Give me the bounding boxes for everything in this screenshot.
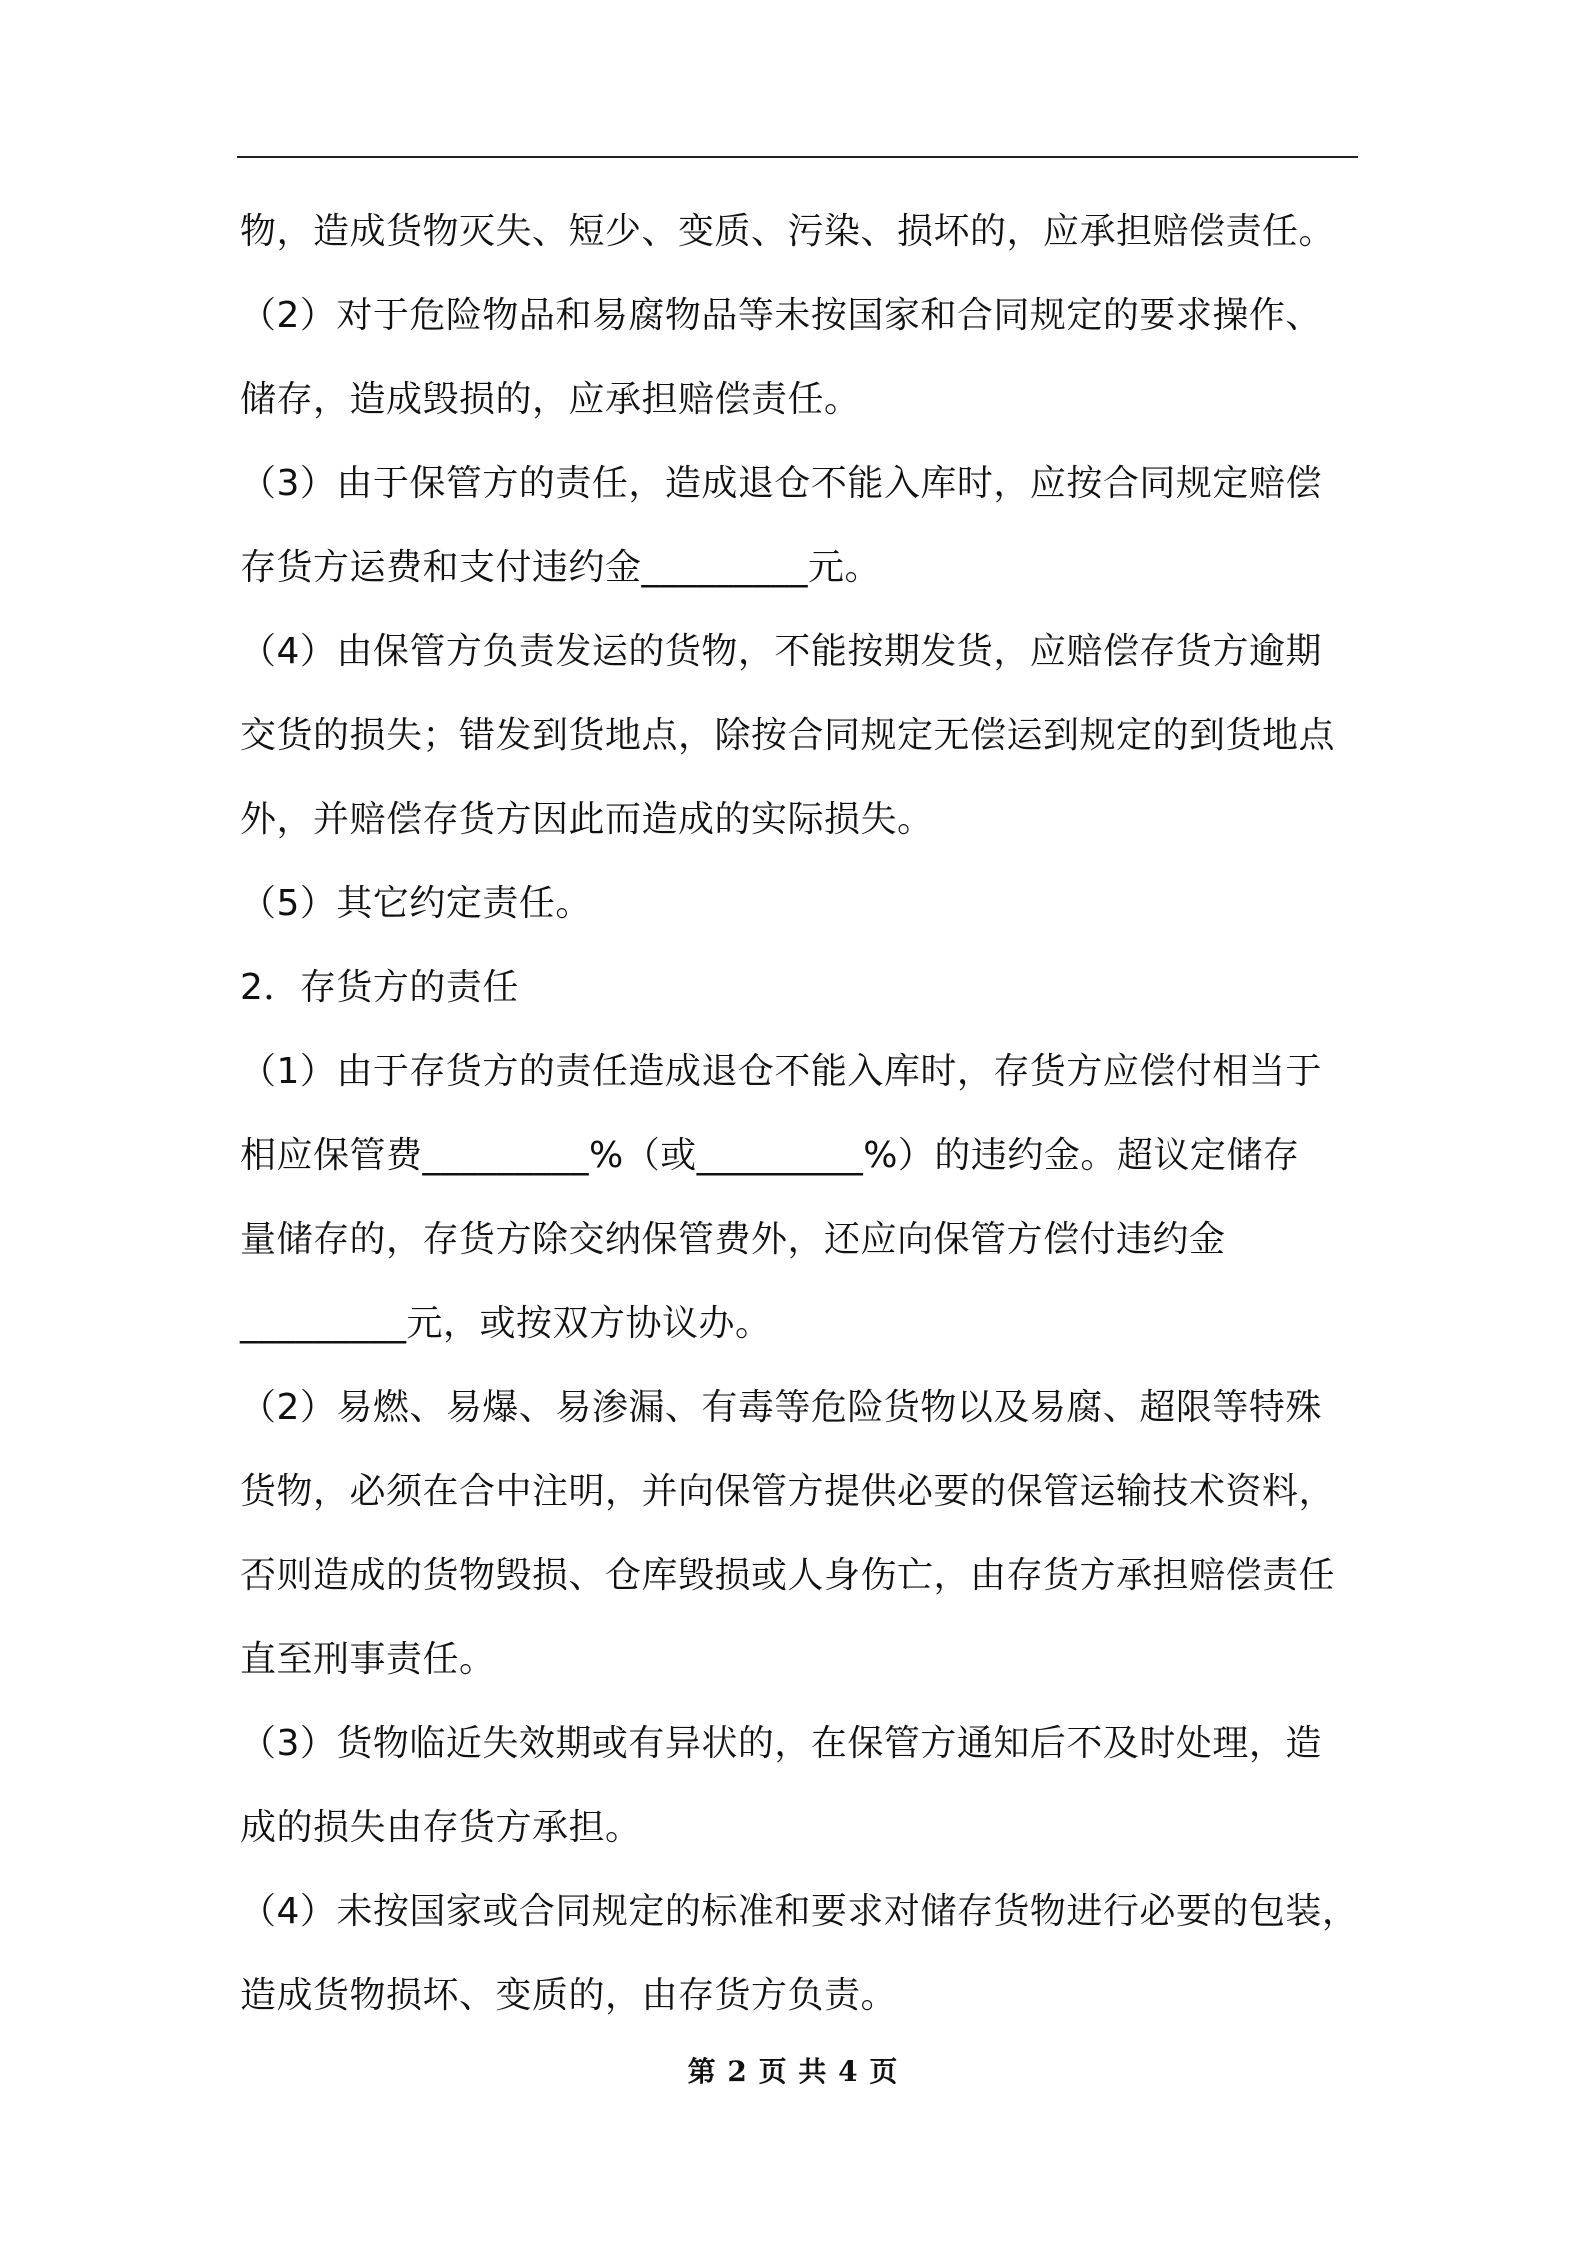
section-heading: 2．存货方的责任 <box>240 967 519 1008</box>
text-line: 物，造成货物灭失、短少、变质、污染、损坏的，应承担赔偿责任。 <box>240 211 1336 252</box>
text-line: （4）未按国家或合同规定的标准和要求对储存货物进行必要的包装， <box>240 1891 1359 1932</box>
text-line: （1）由于存货方的责任造成退仓不能入库时，存货方应偿付相当于 <box>240 1051 1322 1092</box>
text-line: 相应保管费_________%（或_________%）的违约金。超议定储存 <box>240 1135 1300 1176</box>
text-line: 否则造成的货物毁损、仓库毁损或人身伤亡，由存货方承担赔偿责任 <box>240 1555 1336 1596</box>
text-line: （3）货物临近失效期或有异状的，在保管方通知后不及时处理，造 <box>240 1723 1322 1764</box>
text-line: 量储存的，存货方除交纳保管费外，还应向保管方偿付违约金 <box>240 1219 1226 1260</box>
text-line: （2）易燃、易爆、易渗漏、有毒等危险货物以及易腐、超限等特殊 <box>240 1387 1322 1428</box>
text-line: （3）由于保管方的责任，造成退仓不能入库时，应按合同规定赔偿 <box>240 463 1322 504</box>
text-line: _________元，或按双方协议办。 <box>240 1303 772 1344</box>
text-line: （2）对于危险物品和易腐物品等未按国家和合同规定的要求操作、 <box>240 295 1322 336</box>
text-line: 造成货物损坏、变质的，由存货方负责。 <box>240 1975 898 2016</box>
text-line: 直至刑事责任。 <box>240 1639 496 1680</box>
text-line: 外，并赔偿存货方因此而造成的实际损失。 <box>240 799 934 840</box>
text-line: （5）其它约定责任。 <box>240 883 592 924</box>
text-line: 储存，造成毁损的，应承担赔偿责任。 <box>240 379 861 420</box>
text-line: 交货的损失；错发到货地点，除按合同规定无偿运到规定的到货地点 <box>240 715 1336 756</box>
text-line: （4）由保管方负责发运的货物，不能按期发货，应赔偿存货方逾期 <box>240 631 1322 672</box>
header-rule <box>237 156 1358 158</box>
document-body <box>240 190 1360 2038</box>
text-line: 存货方运费和支付违约金_________元。 <box>240 547 882 588</box>
text-line: 成的损失由存货方承担。 <box>240 1807 642 1848</box>
text-line: 货物，必须在合中注明，并向保管方提供必要的保管运输技术资料， <box>240 1471 1336 1512</box>
page-number: 第 2 页 共 4 页 <box>687 2055 899 2088</box>
